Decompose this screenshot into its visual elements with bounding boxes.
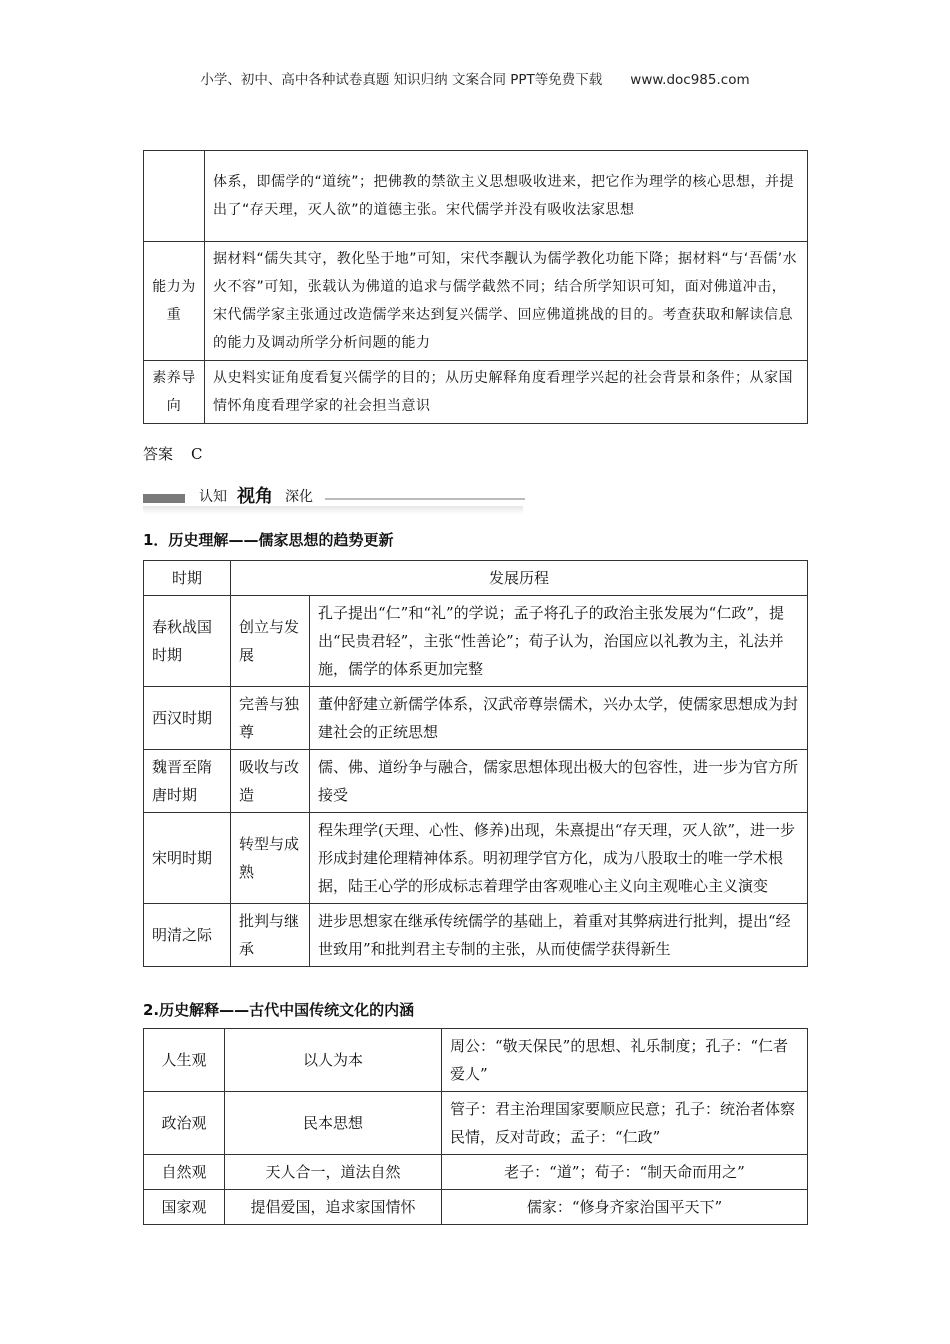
table-row — [144, 1155, 808, 1190]
table-row — [144, 1190, 808, 1225]
desc-cell: 孔子提出“仁”和“礼”的学说；孟子将孔子的政治主张发展为“仁政”，提出“民贵君轻”，主张“性善论”；荀子认为，治国应以礼教为主，礼法并施，儒学的体系更加完整 — [310, 596, 808, 687]
stage-cell: 批判与继承 — [231, 904, 310, 967]
view-cell: 人生观 — [144, 1029, 225, 1092]
banner-bar — [143, 494, 185, 503]
banner-text-1: 认知 — [199, 489, 227, 505]
table-row — [144, 687, 808, 750]
period-cell: 魏晋至隋唐时期 — [144, 750, 231, 813]
desc-cell: 董仲舒建立新儒学体系，汉武帝尊崇儒术，兴办太学，使儒家思想成为封建社会的正统思想 — [310, 687, 808, 750]
table-row — [144, 813, 808, 904]
answer-value: C — [191, 445, 203, 463]
core-cell: 提倡爱国，追求家国情怀 — [225, 1190, 442, 1225]
period-cell: 西汉时期 — [144, 687, 231, 750]
detail-cell: 管子：君主治理国家要顺应民意；孔子：统治者体察民情，反对苛政；孟子：“仁政” — [442, 1092, 808, 1155]
detail-cell: 儒家：“修身齐家治国平天下” — [442, 1190, 808, 1225]
desc-cell: 儒、佛、道纷争与融合，儒家思想体现出极大的包容性，进一步为官方所接受 — [310, 750, 808, 813]
section-1-title: 1．历史理解——儒家思想的趋势更新 — [143, 531, 394, 549]
view-cell: 国家观 — [144, 1190, 225, 1225]
stage-cell: 完善与独尊 — [231, 687, 310, 750]
stage-cell: 转型与成熟 — [231, 813, 310, 904]
row-content: 体系，即儒学的“道统”；把佛教的禁欲主义思想吸收进来，把它作为理学的核心思想，并提出了“存天理，灭人欲”的道德主张。宋代儒学并没有吸收法家思想 — [205, 151, 808, 242]
stage-cell: 创立与发展 — [231, 596, 310, 687]
page-header — [0, 68, 950, 88]
table-row — [144, 1092, 808, 1155]
period-cell: 明清之际 — [144, 904, 231, 967]
detail-cell: 老子：“道”；荀子：“制天命而用之” — [442, 1155, 808, 1190]
banner-text-3: 深化 — [285, 489, 313, 505]
section-banner — [143, 482, 523, 514]
answer-line — [143, 443, 203, 464]
desc-cell: 进步思想家在继承传统儒学的基础上，着重对其弊病进行批判，提出“经世致用”和批判君主专制的主张，从而使儒学获得新生 — [310, 904, 808, 967]
row-content: 从史料实证角度看复兴儒学的目的；从历史解释角度看理学兴起的社会背景和条件；从家国情怀角度看理学家的社会担当意识 — [205, 361, 808, 424]
table-row — [144, 242, 808, 361]
banner-line — [325, 498, 525, 500]
banner-text-2: 视角 — [237, 486, 273, 507]
table-row — [144, 750, 808, 813]
core-cell: 以人为本 — [225, 1029, 442, 1092]
desc-cell: 程朱理学(天理、心性、修养)出现，朱熹提出“存天理，灭人欲”，进一步形成封建伦理精神体系。明初理学官方化，成为八股取士的唯一学术根据，陆王心学的形成标志着理学由客观唯心主义向主观唯心主义演变 — [310, 813, 808, 904]
view-cell: 自然观 — [144, 1155, 225, 1190]
table-row — [144, 904, 808, 967]
culture-table — [143, 1028, 808, 1225]
period-cell: 宋明时期 — [144, 813, 231, 904]
core-cell: 天人合一，道法自然 — [225, 1155, 442, 1190]
header-text: 小学、初中、高中各种试卷真题 知识归纳 文案合同 PPT等免费下载 — [200, 72, 603, 88]
stage-cell: 吸收与改造 — [231, 750, 310, 813]
table-row — [144, 361, 808, 424]
period-cell: 春秋战国时期 — [144, 596, 231, 687]
table-header-row — [144, 561, 808, 596]
detail-cell: 周公：“敬天保民”的思想、礼乐制度；孔子：“仁者爱人” — [442, 1029, 808, 1092]
header-course: 发展历程 — [231, 561, 808, 596]
analysis-table — [143, 150, 808, 424]
table-row — [144, 1029, 808, 1092]
header-period: 时期 — [144, 561, 231, 596]
development-table — [143, 560, 808, 967]
header-url[interactable]: www.doc985.com — [630, 72, 750, 88]
row-label: 素养导向 — [144, 361, 205, 424]
banner-shade — [143, 506, 523, 514]
section-2-title: 2.历史解释——古代中国传统文化的内涵 — [143, 1001, 415, 1019]
view-cell: 政治观 — [144, 1092, 225, 1155]
answer-label: 答案 — [143, 445, 174, 463]
row-label — [144, 151, 205, 242]
row-label: 能力为重 — [144, 242, 205, 361]
table-row — [144, 596, 808, 687]
core-cell: 民本思想 — [225, 1092, 442, 1155]
row-content: 据材料“儒失其守，教化坠于地”可知，宋代李觏认为儒学教化功能下降；据材料“与‘吾儒’水火不容”可知，张载认为佛道的追求与儒学截然不同；结合所学知识可知，面对佛道冲击，宋代儒学家主张通过改造儒学来达到复兴儒学、回应佛道挑战的目的。考查获取和解读信息的能力及调动所学分析问题的能力 — [205, 242, 808, 361]
table-row — [144, 151, 808, 242]
